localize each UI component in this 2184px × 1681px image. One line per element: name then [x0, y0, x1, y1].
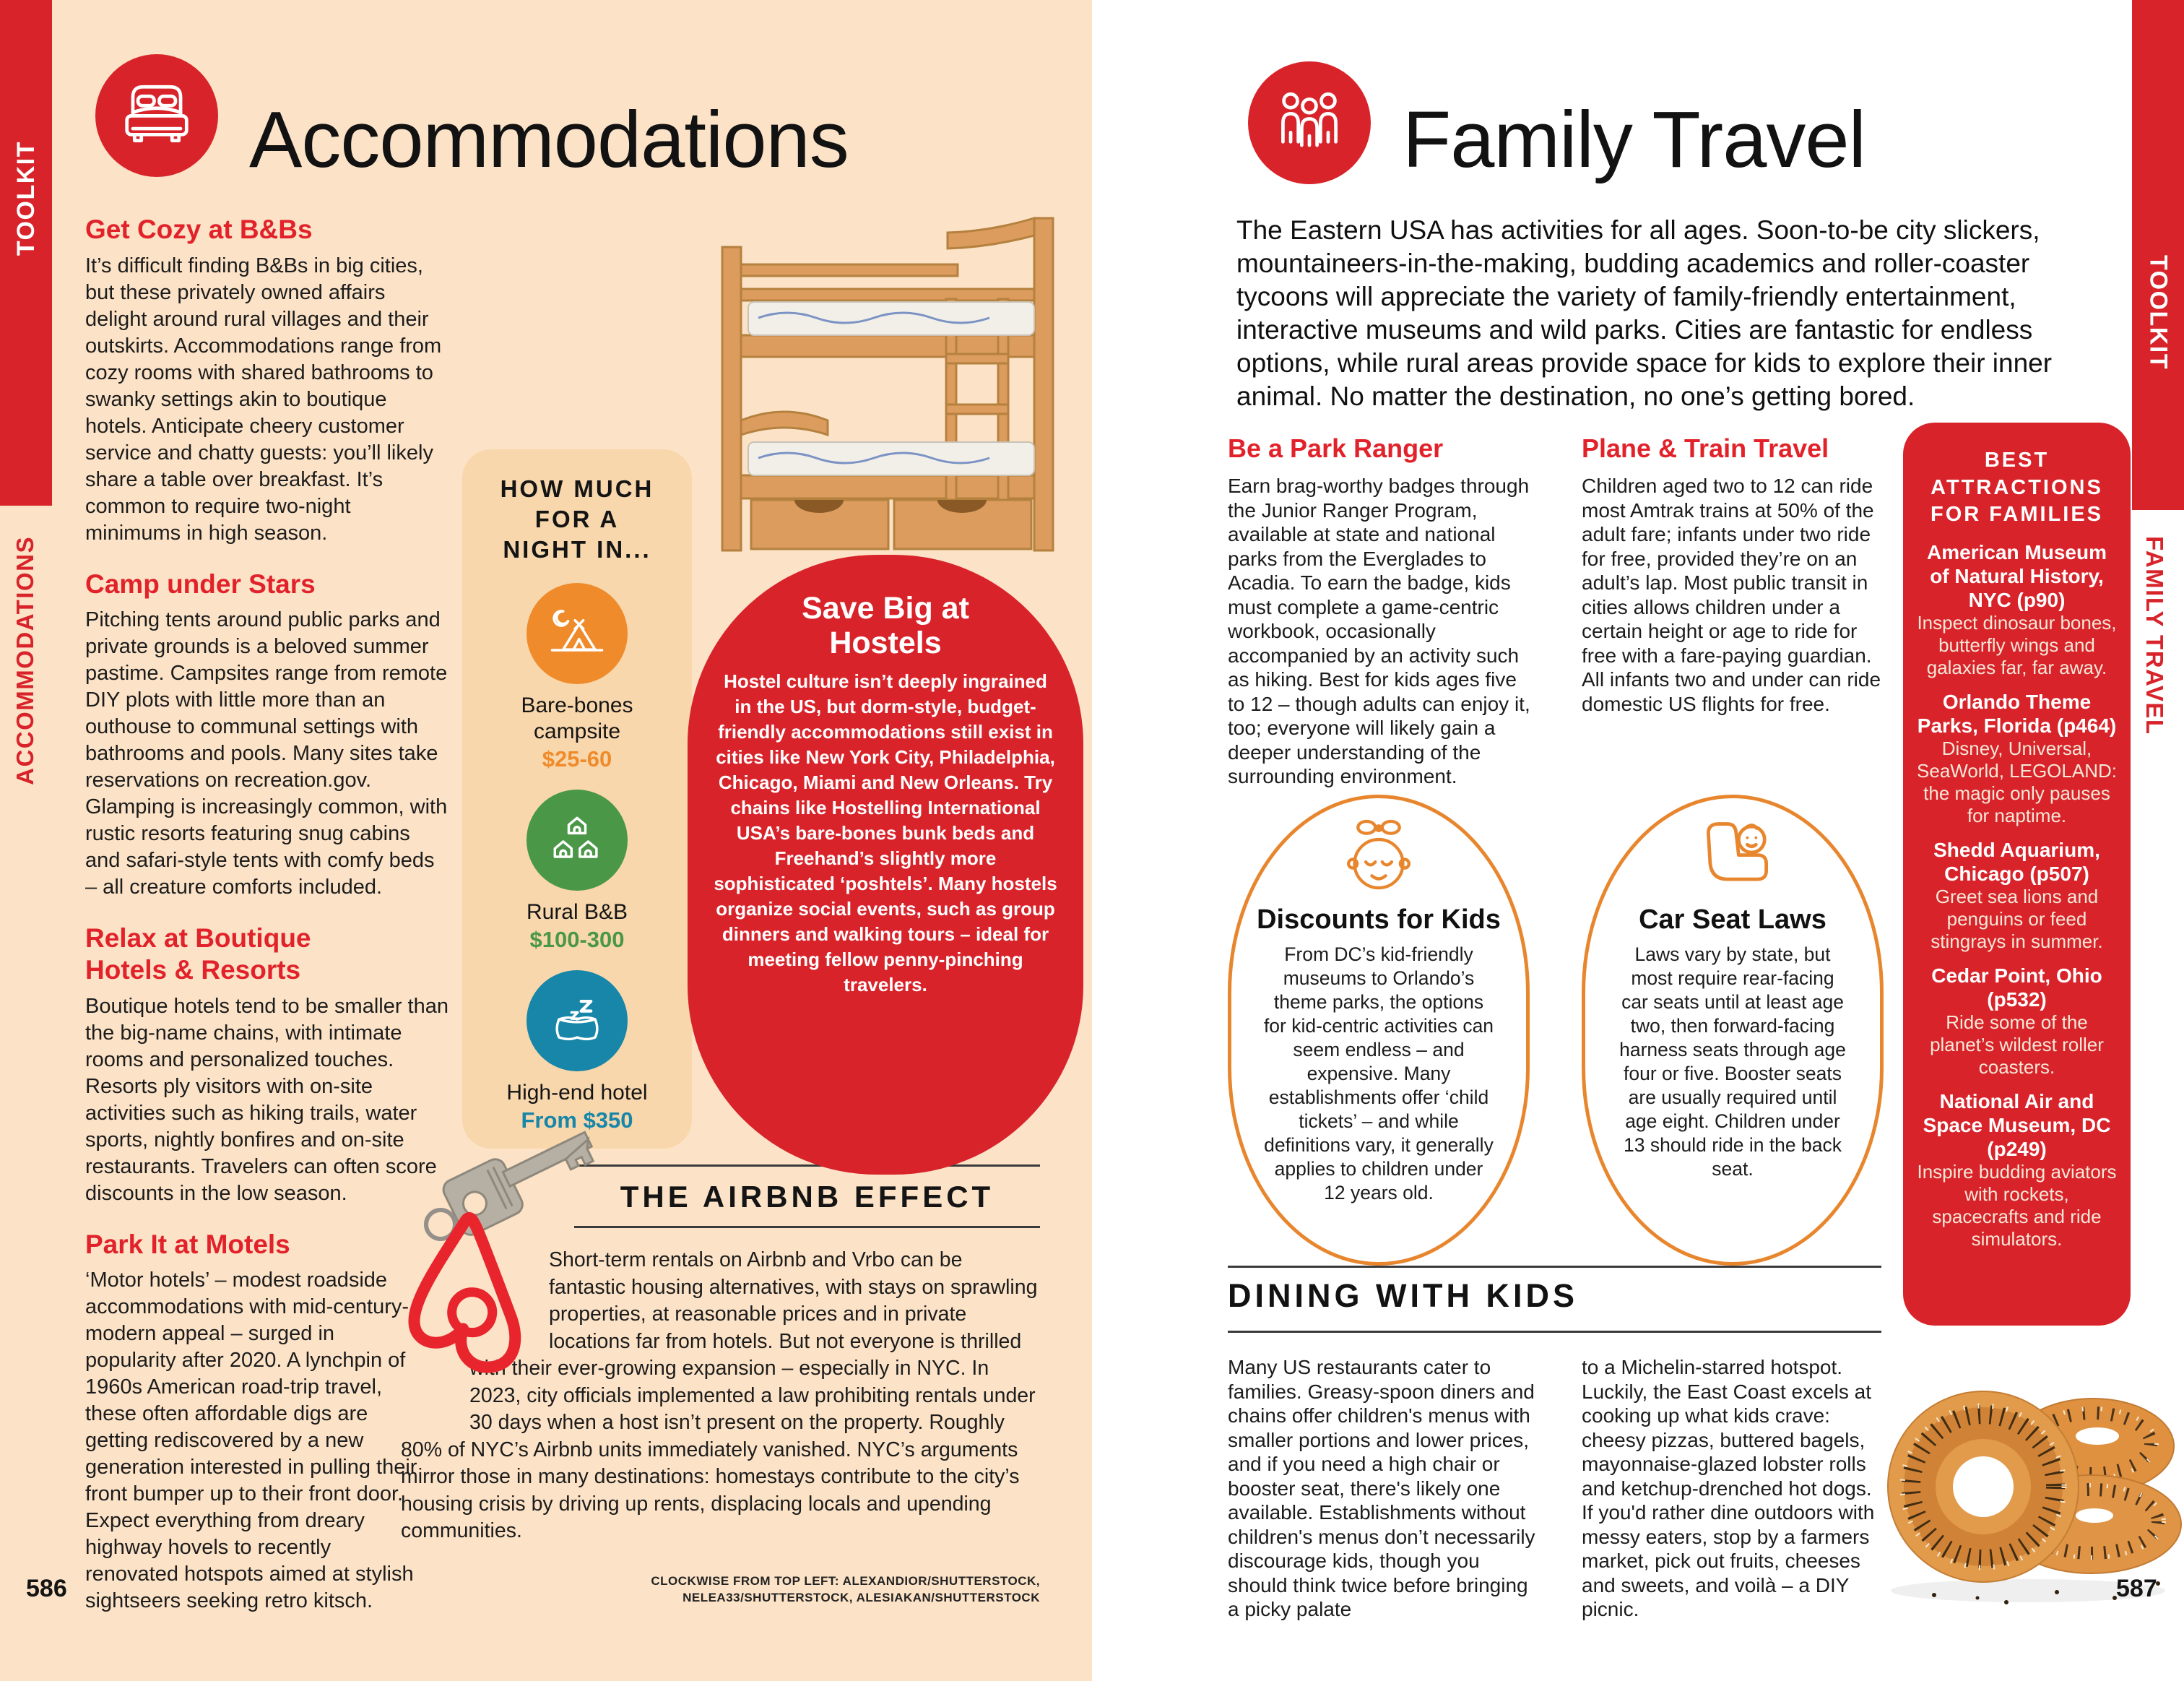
- park-ranger-column: [1228, 433, 1538, 789]
- section-body-boutique: Boutique hotels tend to be smaller than the big-name chains, with intimate rooms and personalized touches. Resorts ply visitors with on-site activities such as hiking trails, water sports, nightly bonfires and on-site restaurants. Travelers can often score discounts in the low season.: [85, 994, 448, 1205]
- price-value-campsite: $25-60: [542, 746, 612, 772]
- plane-train-column: [1582, 433, 1885, 716]
- attraction-name: American Museum of Natural History, NYC (p90): [1927, 541, 2107, 612]
- tent-icon: [526, 583, 628, 684]
- section-body-camp: Pitching tents around public parks and private grounds is a beloved summer pastime. Campsites range from remote DIY plots with little more than an outhouse to communal settings with bathrooms and pools. Many sites take reservations on recreation.gov. Glamping is increasingly common, with rustic resorts featuring snug cabins and safari-style tents with comfy beds – all creature comforts included.: [85, 608, 448, 899]
- toolkit-label-right: TOOLKIT: [2144, 255, 2172, 371]
- page-number-left: 586: [26, 1575, 67, 1602]
- attraction-item: [1916, 690, 2118, 827]
- oval-body-car-seat: Laws vary by state, but most require rear-facing car seats until at least age two, then forward-facing harness seats through age four or five. Booster seats are usually required until age eight. Children under 13 should ride in the back seat.: [1619, 943, 1846, 1180]
- edge-section-label-accommodations: ACCOMMODATIONS: [12, 536, 38, 785]
- column-body-plane-train: Children aged two to 12 can ride most Amtrak trains at 50% of the adult fare; infants under two ride for free, provided they’re on an adult’s lap. Most public transit in cities allows children under a certain height or age to ride for free with a fare-paying guardian. All infants two and under can ride domestic US flights for free.: [1582, 475, 1881, 715]
- attraction-name: Cedar Point, Ohio (p532): [1931, 964, 2102, 1011]
- oval-body-discounts: From DC’s kid-friendly museums to Orlando’s theme parks, the options for kid-centric activities can seem endless – and expensive. Many establishments offer ‘child tickets’ – and while definitions vary, it generally applies to children under 12 years old.: [1263, 943, 1494, 1204]
- section-heading-motels: Park It at Motels: [85, 1229, 290, 1259]
- family-icon: [1267, 79, 1352, 168]
- page-number-right: 587: [2116, 1575, 2157, 1602]
- dining-column-2: to a Michelin-starred hotspot. Luckily, the East Coast excels at cooking up what kids crave: cheesy pizzas, buttered bagels, mayonnaise-glazed lobster rolls and ketchup-drenched hot dogs. If you'd rather dine outdoors with messy eaters, stop by a farmers market, pick out fruits, cheeses and sweets, and voilà – a DIY picnic.: [1582, 1356, 1875, 1620]
- baby-face-icon: [1231, 817, 1526, 900]
- attraction-desc: Greet sea lions and penguins or feed stingrays in summer.: [1930, 886, 2103, 953]
- column-body-park-ranger: Earn brag-worthy badges through the Junior Ranger Program, available at state and national parks from the Everglades to Acadia. To earn the badge, kids must complete a game-centric workbook, occasionally accompanied by an activity such as hiking. Best for kids ages five to 12 – though adults can enjoy it, too; everyone will likely gain a deeper understanding of the surrounding environment.: [1228, 475, 1530, 787]
- column-heading-plane-train: Plane & Train Travel: [1582, 433, 1829, 463]
- airbnb-effect-text: Short-term rentals on Airbnb and Vrbo can be fantastic housing alternatives, with stays on sprawling properties, at reasonable prices and in private locations far from hotels. But not everyone is thrilled with their ever-growing expansion – especially in NYC. In 2023, city officials implemented a law prohibiting rentals under 30 days when a host isn’t present on the property. Roughly 80% of NYC’s Airbnb units immediately vanished. NYC’s arguments mirror those in many destinations: homestays contribute to the city’s housing crisis by driving up rents, displacing locals and upending communities.: [401, 1248, 1038, 1542]
- attraction-item: [1916, 964, 2118, 1079]
- section-heading-boutique: Relax at Boutique Hotels & Resorts: [85, 923, 311, 985]
- accommodations-circle-badge: [95, 54, 218, 177]
- rule-top: [574, 1164, 1040, 1167]
- pillow-icon: [526, 970, 628, 1071]
- section-body-bbs: It’s difficult finding B&Bs in big cities, but these privately owned affairs delight around rural villages and their outskirts. Accommodations range from cozy rooms with shared bathrooms to swanky settings akin to boutique hotels. Anticipate cheery customer service and chatty guests: you’ll likely share a table over breakfast. It’s common to require two-night minimums in high season.: [85, 254, 442, 545]
- page-title-accommodations: Accommodations: [249, 95, 849, 184]
- price-value-hotel: From $350: [521, 1107, 633, 1133]
- price-item-campsite: [462, 583, 692, 772]
- section-heading-camp: Camp under Stars: [85, 569, 316, 599]
- save-big-at-hostels-callout: [688, 555, 1083, 1175]
- price-label-campsite: Bare-bones campsite: [521, 693, 633, 743]
- edge-section-label-family-travel: FAMILY TRAVEL: [2141, 536, 2168, 735]
- car-seat-icon: [1585, 817, 1880, 900]
- toolkit-edge-tab-right: [2132, 0, 2184, 510]
- bed-icon: [114, 72, 199, 160]
- dining-rule-bottom: [1228, 1331, 1881, 1333]
- best-attractions-sidebar: [1903, 423, 2131, 1326]
- oval-heading-car-seat: Car Seat Laws: [1639, 904, 1826, 935]
- family-travel-intro: The Eastern USA has activities for all ages. Soon-to-be city slickers, mountaineers-in-the-making, budding academics and roller-coaster tycoons will appreciate the variety of family-friendly entertainment, interactive museums and wild parks. Cities are fantastic for endless options, while rural areas provide space for kids to explore their inner animal. No matter the destination, no one’s getting bored.: [1236, 215, 2053, 411]
- sidebar-title: BEST ATTRACTIONS FOR FAMILIES: [1930, 449, 2103, 527]
- attraction-desc: Inspire budding aviators with rockets, spacecrafts and ride simulators.: [1917, 1161, 2117, 1250]
- price-value-rural-bb: $100-300: [529, 926, 625, 952]
- discounts-for-kids-callout: [1228, 795, 1530, 1266]
- family-travel-circle-badge: [1248, 61, 1371, 184]
- rule-bottom: [574, 1226, 1040, 1228]
- hostels-title: Save Big at Hostels: [802, 591, 969, 661]
- section-body-motels: ‘Motor hotels’ – modest roadside accommodations with mid-century-modern appeal – surged in popularity after 2020. A lynchpin of 1960s American road-trip travel, these often affordable digs are getting rediscovered by a new generation interested in pulling their front bumper up to their front door. Expect everything from dreary highway hovels to recently renovated hotspots aimed at stylish sightseers seeking retro kitsch.: [85, 1269, 417, 1613]
- photo-credit: CLOCKWISE FROM TOP LEFT: ALEXANDIOR/SHUTTERSTOCK, NELEA33/SHUTTERSTOCK, ALESIAKAN/SHUTTERSTOCK: [651, 1574, 1040, 1604]
- dining-rule-top: [1228, 1266, 1881, 1268]
- attraction-name: Shedd Aquarium, Chicago (p507): [1933, 839, 2100, 886]
- airbnb-key-photo: [352, 1087, 612, 1380]
- page-title-family-travel: Family Travel: [1403, 95, 1866, 184]
- car-seat-laws-callout: [1582, 795, 1884, 1266]
- oval-heading-discounts: Discounts for Kids: [1257, 904, 1501, 935]
- attraction-name: National Air and Space Museum, DC (p249): [1923, 1090, 2111, 1161]
- column-heading-park-ranger: Be a Park Ranger: [1228, 433, 1444, 463]
- attraction-desc: Ride some of the planet’s wildest roller coasters.: [1930, 1011, 2104, 1079]
- attraction-item: [1916, 838, 2118, 953]
- section-heading-bbs: Get Cozy at B&Bs: [85, 215, 313, 244]
- attraction-desc: Disney, Universal, SeaWorld, LEGOLAND: the magic only pauses for naptime.: [1917, 738, 2117, 827]
- accommodations-column: [85, 214, 450, 1636]
- attraction-item: [1916, 1089, 2118, 1250]
- price-label-rural-bb: Rural B&B: [526, 899, 628, 924]
- attraction-item: [1916, 540, 2118, 679]
- price-per-night-box: [462, 449, 692, 1149]
- attraction-desc: Inspect dinosaur bones, butterfly wings and galaxies far, far away.: [1917, 612, 2117, 679]
- toolkit-label-left: TOOLKIT: [12, 141, 40, 256]
- hostels-body: Hostel culture isn’t deeply ingrained in the US, but dorm-style, budget-friendly accommodations still exist in cities like New York City, Philadelphia, Chicago, Miami and New Orleans. Try chains like Hostelling International USA’s bare-bones bunk beds and Freehand’s slightly more sophisticated ‘poshtels’. Many hostels organize social events, such as group dinners and walking tours – ideal for meeting fellow penny-pinching travelers.: [714, 670, 1057, 996]
- bunk-bed-photo: [708, 204, 1072, 569]
- attraction-name: Orlando Theme Parks, Florida (p464): [1917, 691, 2117, 738]
- price-box-title: HOW MUCH FOR A NIGHT IN...: [500, 475, 654, 563]
- airbnb-effect-title: THE AIRBNB EFFECT: [620, 1180, 994, 1214]
- dining-title: DINING WITH KIDS: [1228, 1277, 1578, 1314]
- houses-icon: [526, 790, 628, 891]
- dining-column-1: Many US restaurants cater to families. Greasy-spoon diners and chains offer children's menus with smaller portions and lower prices, and if you need a high chair or booster seat, there's likely one available. Establishments without children's menus don’t necessarily discourage kids, though you should think twice before bringing a picky palate: [1228, 1356, 1535, 1620]
- price-item-rural-bb: [462, 790, 692, 953]
- price-label-hotel: High-end hotel: [506, 1080, 648, 1105]
- toolkit-edge-tab-left: [0, 0, 52, 506]
